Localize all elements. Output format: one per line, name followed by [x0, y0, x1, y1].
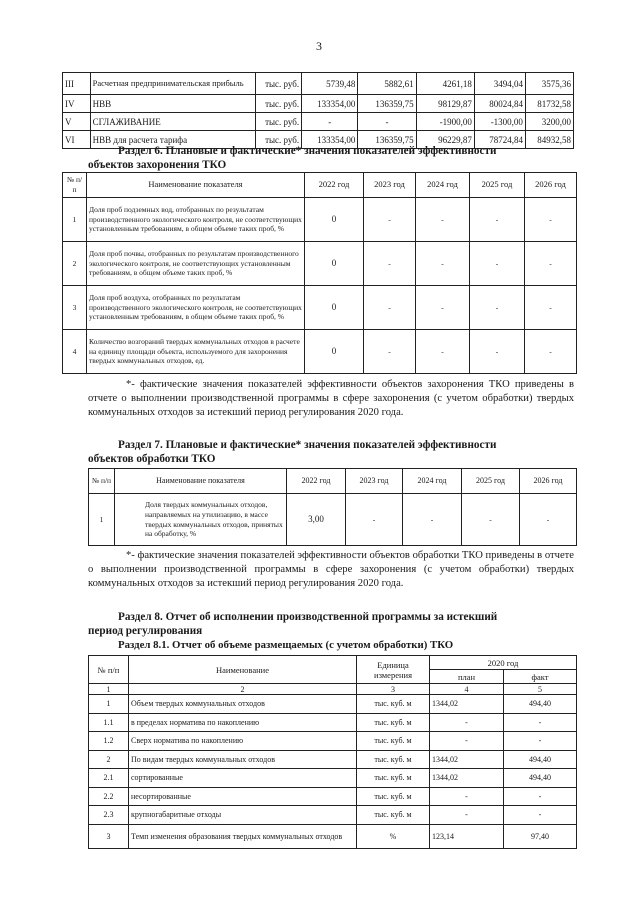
table-row	[89, 806, 577, 825]
col-header-year: 2025 год	[462, 469, 520, 494]
row-number: 1	[89, 494, 115, 546]
plan-cell: 1344,02	[430, 769, 504, 788]
table-row	[63, 286, 577, 330]
col-header-fact: факт	[504, 670, 577, 684]
row-name: Сверх норматива по накоплению	[129, 732, 357, 751]
index-cell: 1	[89, 684, 129, 695]
row-number: VI	[63, 131, 91, 149]
value-cell: -1300,00	[474, 113, 525, 131]
value-cell: 5739,48	[302, 73, 358, 95]
table-row	[89, 750, 577, 769]
row-name: Доля твердых коммунальных отходов, направляемых на утилизацию, в массе твердых коммунальных отходов, принятых на обработку, %	[115, 494, 287, 546]
table-header-row	[89, 656, 577, 670]
table-row	[89, 713, 577, 732]
section6-title-cont: объектов захоронения ТКО	[88, 159, 227, 171]
section6-title: Раздел 6. Плановые и фактические* значения показателей эффективности	[118, 145, 497, 157]
fact-cell: -	[504, 787, 577, 806]
row-name: Объем твердых коммунальных отходов	[129, 695, 357, 714]
plan-cell: 123,14	[430, 824, 504, 848]
value-cell: 81732,58	[525, 95, 573, 113]
table-row	[89, 494, 577, 546]
value-cell: -	[416, 286, 470, 330]
row-name: Доля проб почвы, отобранных по результатам производственного экологического контроля, не соответствующих установленным требованиям, в общем объеме таких проб, %	[87, 242, 305, 286]
fact-cell: 494,40	[504, 769, 577, 788]
value-cell: -1900,00	[416, 113, 474, 131]
index-cell: 5	[504, 684, 577, 695]
value-cell: 78724,84	[474, 131, 525, 149]
table-header-row	[89, 469, 577, 494]
section8-title: Раздел 8. Отчет об исполнении производственной программы за истекший	[118, 611, 498, 623]
section7-title: Раздел 7. Плановые и фактические* значения показателей эффективности	[118, 439, 497, 451]
row-name: НВВ для расчета тарифа	[90, 131, 256, 149]
table-row	[89, 769, 577, 788]
table-row	[63, 113, 574, 131]
row-unit: тыс. куб. м	[357, 713, 430, 732]
col-header-number: № п/п	[63, 173, 87, 198]
fact-cell: -	[504, 732, 577, 751]
value-cell: -	[525, 198, 577, 242]
table-row	[63, 95, 574, 113]
value-cell: -	[364, 286, 416, 330]
index-cell: 4	[430, 684, 504, 695]
fact-cell: -	[504, 713, 577, 732]
row-unit: %	[357, 824, 430, 848]
value-cell: 0	[305, 286, 364, 330]
section6-note: *- фактические значения показателей эффективности объектов захоронения ТКО приведены в отчете о выполнении производственной программы в сфере захоронения (с учетом обработки) твердых коммунальных отходов за истекший период регулирования 2020 года.	[88, 379, 574, 419]
row-unit: тыс. руб.	[256, 95, 302, 113]
table-header-row	[63, 173, 577, 198]
col-header-year: 2024 год	[416, 173, 470, 198]
value-cell: -	[416, 330, 470, 374]
plan-cell: 1344,02	[430, 750, 504, 769]
row-name: в пределах норматива по накоплению	[129, 713, 357, 732]
row-unit: тыс. куб. м	[357, 750, 430, 769]
plan-cell: -	[430, 787, 504, 806]
section7-title-cont: объектов обработки ТКО	[88, 453, 216, 465]
row-number: 2.3	[89, 806, 129, 825]
value-cell: 3575,36	[525, 73, 573, 95]
row-number: 2.1	[89, 769, 129, 788]
row-number: 1	[89, 695, 129, 714]
row-name: несортированные	[129, 787, 357, 806]
value-cell: -	[525, 286, 577, 330]
col-header-plan: план	[430, 670, 504, 684]
value-cell: -	[525, 242, 577, 286]
value-cell: 80024,84	[474, 95, 525, 113]
value-cell: 136359,75	[358, 131, 416, 149]
row-number: 3	[89, 824, 129, 848]
col-header-year: 2020 год	[430, 656, 577, 670]
row-name: Расчетная предпринимательская прибыль	[90, 73, 256, 95]
table-row	[63, 242, 577, 286]
row-number: 1	[63, 198, 87, 242]
row-unit: тыс. куб. м	[357, 695, 430, 714]
table-row	[89, 824, 577, 848]
column-index-row	[89, 684, 577, 695]
value-cell: -	[525, 330, 577, 374]
row-name: Доля проб подземных вод, отобранных по результатам производственного экологического контроля, не соответствующих установленным требованиям, в общем объеме таких проб, %	[87, 198, 305, 242]
row-number: III	[63, 73, 91, 95]
value-cell: 3494,04	[474, 73, 525, 95]
value-cell: -	[416, 242, 470, 286]
fact-cell: -	[504, 806, 577, 825]
row-unit: тыс. куб. м	[357, 769, 430, 788]
value-cell: -	[364, 242, 416, 286]
fact-cell: 494,40	[504, 695, 577, 714]
col-header-name: Наименование показателя	[87, 173, 305, 198]
value-cell: 96229,87	[416, 131, 474, 149]
col-header-year: 2023 год	[364, 173, 416, 198]
row-number: 2	[89, 750, 129, 769]
section8-title-cont: период регулирования	[88, 625, 203, 637]
col-header-year: 2024 год	[403, 469, 462, 494]
value-cell: -	[470, 242, 525, 286]
col-header-year: 2026 год	[525, 173, 577, 198]
row-name: Количество возгораний твердых коммунальных отходов в расчете на единицу площади объекта, используемого для захоронения твердых коммунальных отходов, ед.	[87, 330, 305, 374]
top-financial-table	[62, 72, 574, 149]
value-cell: -	[358, 113, 416, 131]
value-cell: 84932,58	[525, 131, 573, 149]
col-header-year: 2022 год	[305, 173, 364, 198]
row-unit: тыс. руб.	[256, 73, 302, 95]
col-header-year: 2022 год	[287, 469, 346, 494]
plan-cell: 1344,02	[430, 695, 504, 714]
row-name: Доля проб воздуха, отобранных по результатам производственного экологического контроля, не соответствующих установленным требованиям, в общем объеме таких проб, %	[87, 286, 305, 330]
fact-cell: 97,40	[504, 824, 577, 848]
table-row	[63, 330, 577, 374]
row-name: НВВ	[90, 95, 256, 113]
value-cell: -	[470, 286, 525, 330]
value-cell: 136359,75	[358, 95, 416, 113]
col-header-year: 2023 год	[346, 469, 403, 494]
col-header-name: Наименование	[129, 656, 357, 684]
row-unit: тыс. куб. м	[357, 806, 430, 825]
plan-cell: -	[430, 732, 504, 751]
row-name: крупногабаритные отходы	[129, 806, 357, 825]
value-cell: 0	[305, 330, 364, 374]
value-cell: -	[470, 330, 525, 374]
value-cell: -	[346, 494, 403, 546]
row-name: СГЛАЖИВАНИЕ	[90, 113, 256, 131]
col-header-number: № п/п	[89, 656, 129, 684]
value-cell: -	[520, 494, 577, 546]
table-row	[63, 73, 574, 95]
section8-table	[88, 655, 577, 849]
section7-table	[88, 468, 577, 546]
value-cell: -	[403, 494, 462, 546]
value-cell: -	[416, 198, 470, 242]
section7-note: *- фактические значения показателей эффективности объектов обработки ТКО приведены в отчете о выполнении производственной программы в сфере захоронения (с учетом обработки) твердых коммунальных отходов за истекший период регулирования 2020 года.	[88, 550, 574, 590]
value-cell: 4261,18	[416, 73, 474, 95]
row-number: 3	[63, 286, 87, 330]
page-number: 3	[316, 39, 322, 53]
value-cell: -	[470, 198, 525, 242]
value-cell: 133354,00	[302, 95, 358, 113]
col-header-unit: Единица измерения	[357, 656, 430, 684]
row-number: 4	[63, 330, 87, 374]
row-number: V	[63, 113, 91, 131]
index-cell: 3	[357, 684, 430, 695]
col-header-year: 2026 год	[520, 469, 577, 494]
plan-cell: -	[430, 806, 504, 825]
row-unit: тыс. куб. м	[357, 787, 430, 806]
row-name: Темп изменения образования твердых коммунальных отходов	[129, 824, 357, 848]
value-cell: 98129,87	[416, 95, 474, 113]
section8-1-title: Раздел 8.1. Отчет об объеме размещаемых (с учетом обработки) ТКО	[118, 639, 454, 651]
table-row	[89, 732, 577, 751]
row-unit: тыс. руб.	[256, 131, 302, 149]
value-cell: 5882,61	[358, 73, 416, 95]
row-unit: тыс. руб.	[256, 113, 302, 131]
row-unit: тыс. куб. м	[357, 732, 430, 751]
fact-cell: 494,40	[504, 750, 577, 769]
table-row	[89, 787, 577, 806]
plan-cell: -	[430, 713, 504, 732]
section6-table	[62, 172, 577, 374]
row-name: По видам твердых коммунальных отходов	[129, 750, 357, 769]
value-cell: -	[364, 330, 416, 374]
col-header-name: Наименование показателя	[115, 469, 287, 494]
table-row	[89, 695, 577, 714]
value-cell: -	[302, 113, 358, 131]
value-cell: -	[364, 198, 416, 242]
row-name: сортированные	[129, 769, 357, 788]
row-number: 2	[63, 242, 87, 286]
value-cell: -	[462, 494, 520, 546]
value-cell: 0	[305, 242, 364, 286]
row-number: IV	[63, 95, 91, 113]
col-header-year: 2025 год	[470, 173, 525, 198]
value-cell: 3200,00	[525, 113, 573, 131]
row-number: 1.2	[89, 732, 129, 751]
table-row	[63, 198, 577, 242]
value-cell: 3,00	[287, 494, 346, 546]
value-cell: 0	[305, 198, 364, 242]
value-cell: 133354,00	[302, 131, 358, 149]
row-number: 2.2	[89, 787, 129, 806]
index-cell: 2	[129, 684, 357, 695]
row-number: 1.1	[89, 713, 129, 732]
col-header-number: № п/п	[89, 469, 115, 494]
